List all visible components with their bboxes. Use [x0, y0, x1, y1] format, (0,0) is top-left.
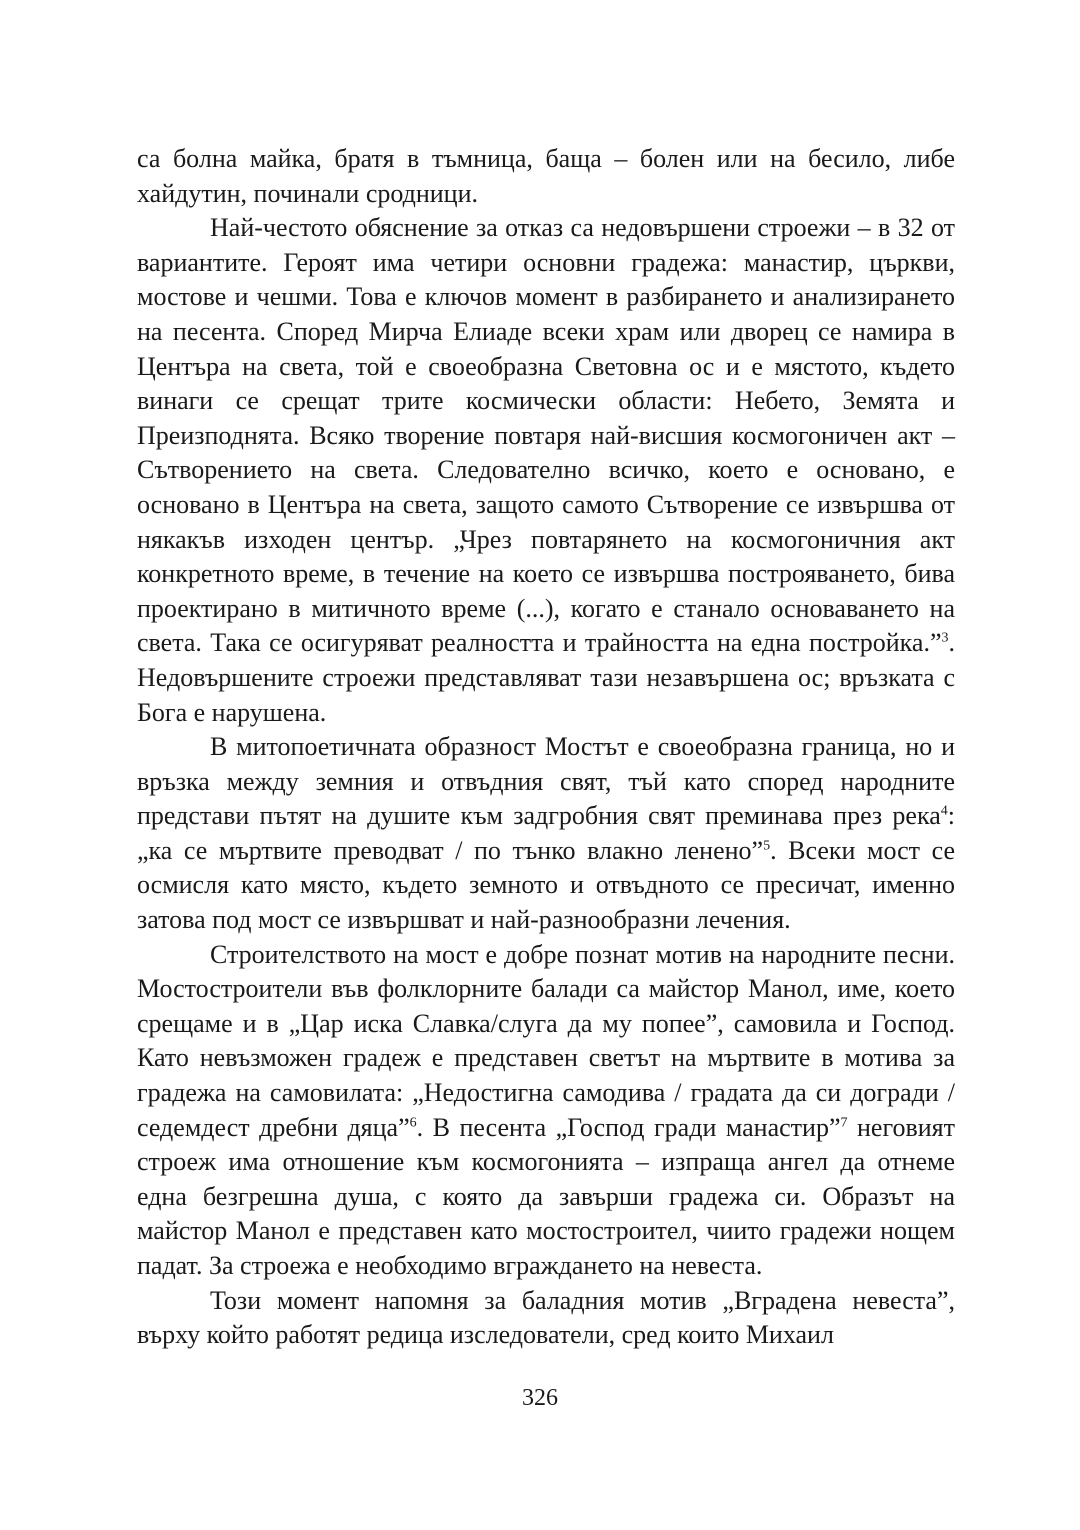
paragraph-4-text-c: неговият строеж има отношение към космогонията – изпраща ангел да отнеме една безгрешна душа, с която да завърши градежа си. Образът на майстор Манол е представен като мостостроител, чиито градежи нощем падат. За строежа е необходимо вграждането на невеста. — [137, 1112, 955, 1280]
paragraph-3 — [137, 730, 955, 938]
footnote-ref-4: 4 — [940, 803, 948, 819]
paragraph-1 — [137, 142, 955, 211]
footnote-ref-7: 7 — [840, 1114, 848, 1130]
footnote-ref-5: 5 — [763, 838, 771, 854]
paragraph-2 — [137, 211, 955, 730]
paragraph-4 — [137, 938, 955, 1284]
page-number: 326 — [522, 1385, 558, 1411]
footnote-ref-6: 6 — [409, 1114, 417, 1130]
paragraph-4-text-b: . В песента „Господ гради манастир” — [416, 1112, 841, 1142]
paragraph-4-text-a: Строителството на мост е добре познат мотив на народните песни. Мостостроители във фолклорните балади са майстор Манол, име, което срещаме и в „Цар иска Славка/слуга да му попее”, самовила и Господ. Като невъзможен градеж е представен светът на мъртвите в мотива за градежа на самовилата: „Недостигна самодива / градата да си догради / седемдест дребни дяца” — [137, 939, 955, 1142]
paragraph-5 — [137, 1284, 955, 1353]
paragraph-2-text-a: Най-честото обяснение за отказ са недовършени строежи – в 32 от вариантите. Героят има четири основни градежа: манастир, църкви, мостове и чешми. Това е ключов момент в разбирането и анализирането на песента. Според Мирча Елиаде всеки храм или дворец се намира в Центъра на света, той е своеобразна Световна ос и е мястото, където винаги се срещат трите космически области: Небето, Земята и Преизподнята. Всяко творение повтаря най-висшия космогоничен акт – Сътворението на света. Следователно всичко, което е основано, е основано в Центъра на света, защото самото Сътворение се извършва от някакъв изходен център. „Чрез повтарянето на космогоничния акт конкретното време, в течение на което се извършва построяването, бива проектирано в митичното време (...), когато е станало основаването на света. Така се осигуряват реалността и трайността на една постройка.” — [137, 213, 955, 658]
footnote-ref-3: 3 — [941, 630, 949, 646]
paragraph-3-text-b: : „ка се мъртвите преводват / по тънко влакно ленено” — [137, 801, 955, 865]
paragraph-5-text: Този момент напомня за баладния мотив „Вградена невеста”, върху който работят редица изследователи, сред които Михаил — [137, 1285, 955, 1350]
page-body — [137, 142, 955, 1353]
paragraph-3-text-a: В митопоетичната образност Мостът е своеобразна граница, но и връзка между земния и отвъдния свят, тъй като според народните представи пътят на душите към задгробния свят преминава през река — [137, 732, 955, 831]
paragraph-3-text-c: . Всеки мост се осмисля като място, където земното и отвъдното се пресичат, именно затова под мост се извършват и най-разнообразни лечения. — [137, 835, 955, 935]
paragraph-1-text: са болна майка, братя в тъмница, баща – болен или на бесило, либе хайдутин, починали сродници. — [137, 144, 955, 208]
paragraph-2-text-b: . Недовършените строежи представляват тази незавършена ос; връзката с Бога е нарушена. — [137, 628, 955, 727]
